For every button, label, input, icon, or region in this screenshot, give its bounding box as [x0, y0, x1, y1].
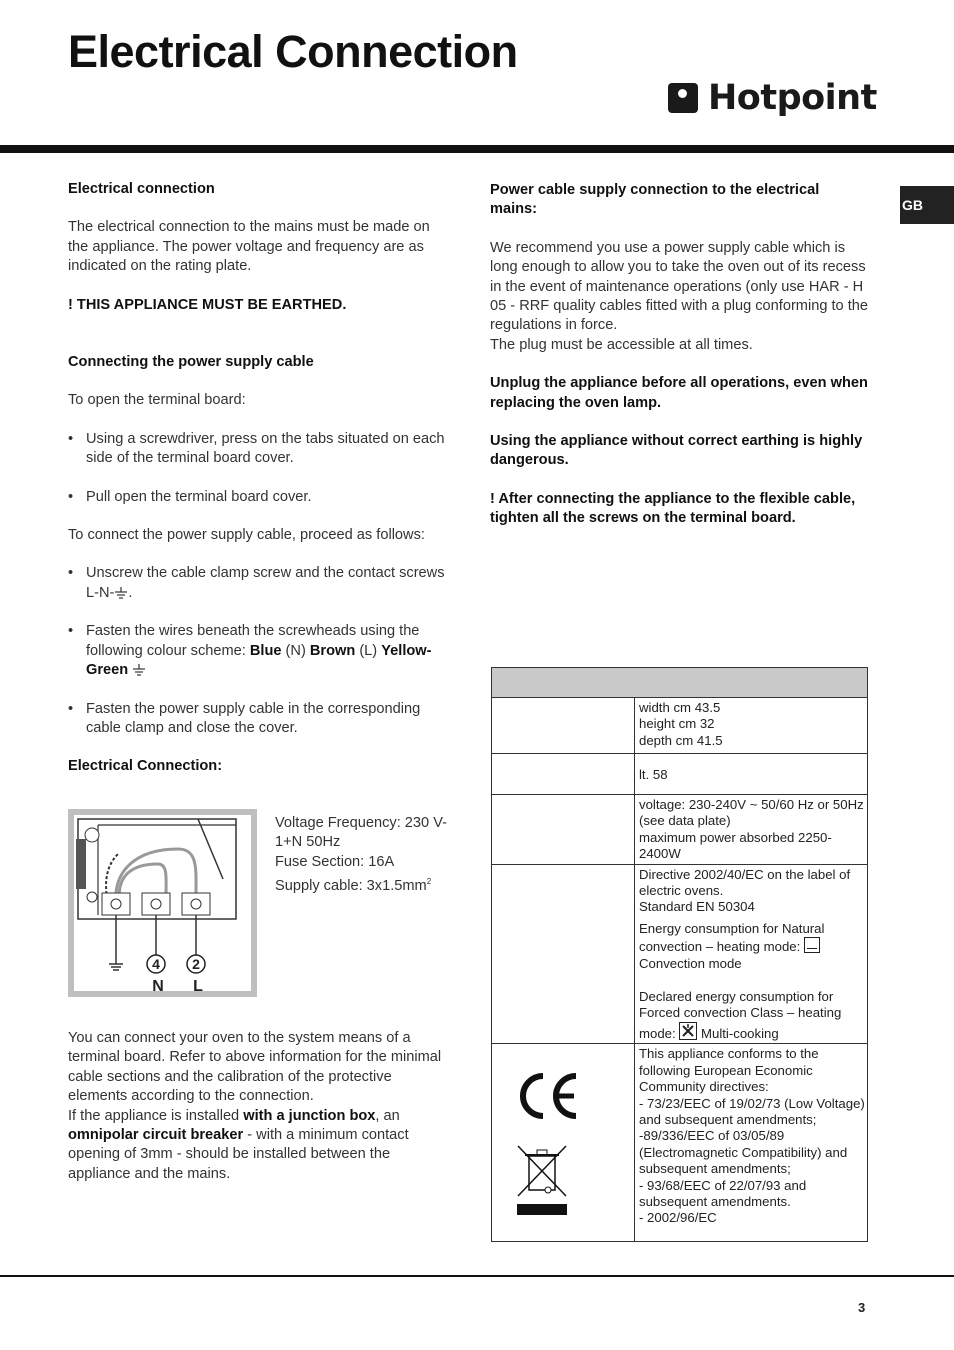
heading-connecting-cable: Connecting the power supply cable — [68, 354, 314, 371]
spec-voltage: Voltage Frequency: 230 V-1+N 50Hz — [275, 815, 447, 851]
energy-natural: Energy consumption for Natural convection – heating mode: — [639, 920, 825, 955]
earth-warning: ! THIS APPLIANCE MUST BE EARTHED. — [68, 296, 347, 313]
energy-convection-mode: Convection mode — [639, 955, 742, 971]
spec-table — [491, 667, 868, 1242]
heading-power-cable: Power cable supply connection to the electrical mains: — [490, 182, 820, 218]
list-item: • Pull open the terminal board cover. — [68, 488, 446, 507]
left-column — [68, 180, 446, 777]
list-item: • Fasten the wires beneath the screwheads using the following colour scheme: Blue (N) Brown (L) Yellow-Green — [68, 622, 446, 680]
spec-cable: Supply cable: $3x1.5mm^2$ — [275, 877, 432, 895]
outro-text — [68, 1029, 446, 1184]
electrical-power: maximum power absorbed 2250-2400W — [639, 829, 832, 862]
table-row — [492, 795, 868, 865]
dim-height: height cm 32 — [639, 716, 715, 732]
weee-bin-icon — [516, 1144, 568, 1218]
spec-fuse: Fuse Section: 16A — [275, 853, 395, 870]
terminal-board-diagram — [68, 809, 257, 997]
list-item: • Unscrew the cable clamp screw and the contact screws L-N- . — [68, 564, 446, 603]
dim-depth: depth cm 41.5 — [639, 732, 723, 748]
footer-divider — [0, 1275, 954, 1277]
electrical-voltage: voltage: 230-240V ~ 50/60 Hz or 50Hz (see data plate) — [639, 797, 864, 829]
page-number: 3 — [858, 1300, 866, 1315]
page-title: Electrical Connection — [68, 26, 518, 77]
earth-icon — [114, 587, 128, 599]
table-row — [492, 754, 868, 795]
convection-oven-icon — [804, 937, 820, 953]
open-intro: To open the terminal board: — [68, 392, 246, 409]
outro-paragraph: You can connect your oven to the system means of a terminal board. Refer to above information for the minimal cable sections and the calibration of the protective elements according to the connection. — [68, 1030, 442, 1105]
hotpoint-logo-mark — [668, 83, 698, 113]
ce-directive: -89/336/EEC of 03/05/89 (Electromagnetic Compatibility) and subsequent amendments; — [639, 1128, 848, 1177]
table-header-row — [492, 668, 868, 698]
plug-paragraph: The plug must be accessible at all times. — [490, 336, 753, 353]
energy-forced: Declared energy consumption for Forced convection Class – heating mode: Multi-cooking — [639, 989, 842, 1041]
heading-electrical-connection: Electrical connection — [68, 181, 215, 197]
supply-specs — [275, 814, 450, 896]
junction-box-paragraph: If the appliance is installed with a junction box, an omnipolar circuit breaker - with a minimum contact opening of 3mm - should be installed between the appliance and the mains. — [68, 1107, 409, 1182]
table-row — [492, 864, 868, 1044]
dim-width: width cm 43.5 — [639, 700, 721, 715]
right-column — [490, 181, 868, 529]
hotpoint-logo — [668, 78, 877, 118]
ce-mark-icon — [516, 1070, 582, 1122]
energy-directive: Directive 2002/40/EC on the label of electric ovens. — [639, 866, 851, 899]
multi-cooking-icon — [679, 1022, 697, 1040]
earth-icon — [132, 664, 146, 676]
table-row — [492, 1044, 868, 1242]
intro-paragraph: The electrical connection to the mains must be made on the appliance. The power voltage and frequency are as indicated on the rating plate. — [68, 219, 430, 275]
ce-directive: - 93/68/EEC of 22/07/93 and subsequent amendments. — [639, 1177, 807, 1209]
ce-directive: - 73/23/EEC of 19/02/73 (Low Voltage) and subsequent amendments; — [639, 1095, 865, 1127]
live-label: L — [193, 978, 203, 995]
ce-text: This appliance conforms to the following European Economic Community directives: — [639, 1046, 819, 1095]
volume: lt. 58 — [639, 767, 668, 782]
header-divider — [0, 145, 954, 153]
unplug-warning: Unplug the appliance before all operations, even when replacing the oven lamp. — [490, 375, 868, 411]
list-item: • Fasten the power supply cable in the corresponding cable clamp and close the cover. — [68, 700, 446, 739]
earthing-warning: Using the appliance without correct earthing is highly dangerous. — [490, 433, 863, 469]
list-item: • Using a screwdriver, press on the tabs situated on each side of the terminal board cover. — [68, 430, 446, 469]
live-number: 2 — [192, 956, 200, 972]
brand-name: Hotpoint — [708, 78, 877, 118]
heading-electrical-connection-spec: Electrical Connection: — [68, 758, 223, 775]
language-tab: GB — [900, 186, 954, 224]
connect-intro: To connect the power supply cable, proceed as follows: — [68, 527, 425, 544]
table-row — [492, 698, 868, 754]
energy-standard: Standard EN 50304 — [639, 899, 755, 915]
neutral-number: 4 — [152, 956, 160, 972]
ce-directive: - 2002/96/EC — [639, 1210, 717, 1226]
supply-paragraph: We recommend you use a power supply cable which is long enough to allow you to take the oven out of its recess in the event of maintenance operations (only use HAR - H 05 - RRF quality cables fitted with a plug conforming to the regulations in force. — [490, 239, 869, 334]
tighten-warning: ! After connecting the appliance to the flexible cable, tighten all the screws on the terminal board. — [490, 490, 856, 527]
neutral-label: N — [152, 978, 164, 995]
